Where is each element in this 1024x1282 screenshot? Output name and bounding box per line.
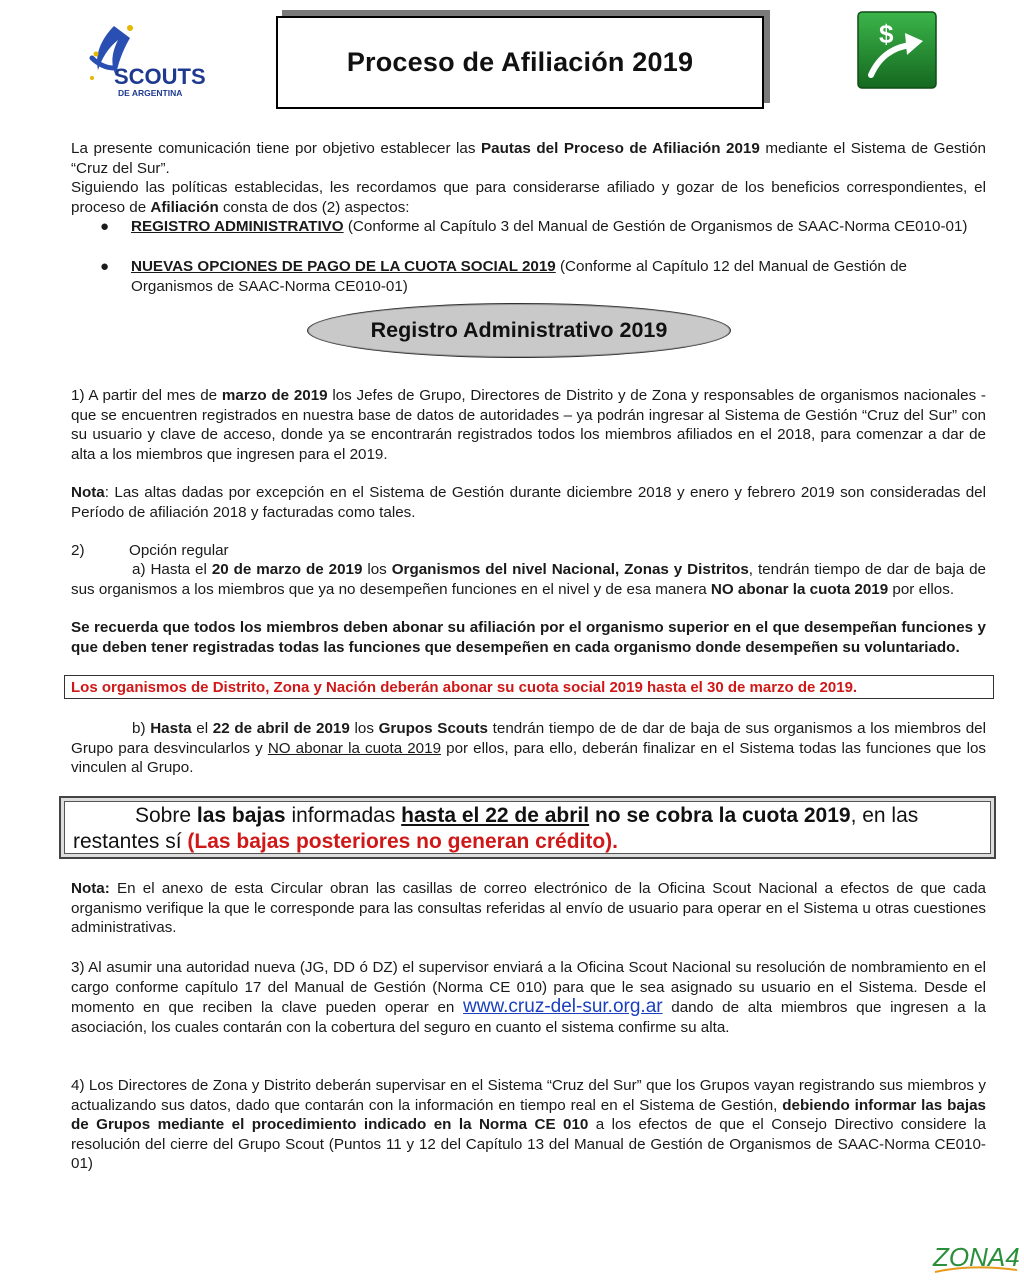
document-title-box <box>276 16 764 109</box>
scouts-argentina-logo <box>84 18 206 100</box>
point-3-paragraph: 3) Al asumir una autoridad nueva (JG, DD ó DZ) el supervisor enviará a la Oficina Scout Nacional su resolución de nombramiento en el cargo conforme capítulo 17 del Manual de Gestión (Norma CE 010) para que le sea asignado su usuario en el Sistema. Desde el momento en que reciben la clave pueden operar en www.cruz-del-sur.org.ar dando de alta miembros que ingresen a la asociación, los cuales contarán con la cobertura del seguro en cuanto el sistema confirme su alta. <box>71 959 986 1036</box>
point-4-paragraph: 4) Los Directores de Zona y Distrito deberán supervisar en el Sistema “Cruz del Sur” que los Grupos vayan registrando sus miembros y actualizando sus datos, dado que contarán con la información en tiempo real en el Sistema de Gestión, debiendo informar las bajas de Grupos mediante el procedimiento indicado en la Norma CE 010 a los efectos de que el Consejo Directivo considere la resolución del cierre del Grupo Scout (Puntos 11 y 12 del Capítulo 13 del Manual de Gestión de Organismos de SAAC-Norma CE010-01) <box>71 1077 986 1172</box>
money-growth-icon <box>857 11 937 89</box>
bullet-label: NUEVAS OPCIONES DE PAGO DE LA CUOTA SOCIAL 2019 <box>131 258 556 275</box>
highlight-box: Sobre las bajas informadas hasta el 22 de abril no se cobra la cuota 2019, en las restantes sí (Las bajas posteriores no generan crédito). <box>59 796 996 859</box>
list-item: ● NUEVAS OPCIONES DE PAGO DE LA CUOTA SOCIAL 2019 (Conforme al Capítulo 12 del Manual de Gestión de Organismos de SAAC-Norma CE010-01) <box>100 258 907 295</box>
section-title-ellipse <box>307 303 731 358</box>
point-2-heading: 2) Opción regular <box>71 542 229 559</box>
section-title: Registro Administrativo 2019 <box>370 317 668 342</box>
intro-paragraph-1: La presente comunicación tiene por objetivo establecer las Pautas del Proceso de Afiliación 2019 mediante el Sistema de Gestión “Cruz del Sur”. <box>71 140 986 177</box>
list-item: ● REGISTRO ADMINISTRATIVO (Conforme al Capítulo 3 del Manual de Gestión de Organismos de SAAC-Norma CE010-01) <box>100 218 968 235</box>
document-title: Proceso de Afiliación 2019 <box>346 46 694 77</box>
red-notice-box <box>64 675 994 699</box>
logo-subtext: DE ARGENTINA <box>118 88 183 98</box>
intro-paragraph-2: Siguiendo las políticas establecidas, les recordamos que para considerarse afiliado y gozar de los beneficios correspondientes, el proceso de Afiliación consta de dos (2) aspectos: <box>71 179 986 216</box>
point-2b-paragraph: b) Hasta el 22 de abril de 2019 los Grupos Scouts tendrán tiempo de de dar de baja de sus organismos a los miembros del Grupo para desvincularlos y NO abonar la cuota 2019 por ellos, para ello, deberán finalizar en el Sistema todas las funciones que los vinculen al Grupo. <box>71 720 986 776</box>
svg-text:ZONA4: ZONA4 <box>933 1242 1020 1272</box>
bullet-icon: ● <box>100 258 110 275</box>
point-1-paragraph: 1) A partir del mes de marzo de 2019 los Jefes de Grupo, Directores de Distrito y de Zona y responsables de organismos nacionales -que se encuentren registrados en nuestra base de datos de autoridades – ya podrán ingresar al Sistema de Gestión “Cruz del Sur” con su usuario y clave de acceso, donde ya se encontrarán registrados todos los miembros afiliados en el 2018, para comenzar a dar de alta a los miembros que ingresen para el 2019. <box>71 387 986 463</box>
red-notice: Los organismos de Distrito, Zona y Nación deberán abonar su cuota social 2019 hasta el 30 de marzo de 2019. <box>71 679 858 696</box>
zona4-watermark <box>931 1236 1021 1276</box>
cruz-del-sur-link[interactable]: www.cruz-del-sur.org.ar <box>463 996 663 1017</box>
note-1-paragraph: Nota: Las altas dadas por excepción en el Sistema de Gestión durante diciembre 2018 y enero y febrero 2019 son consideradas del Período de afiliación 2018 y facturadas como tales. <box>71 484 986 521</box>
point-2-reminder: Se recuerda que todos los miembros deben abonar su afiliación por el organismo superior en el que desempeñan funciones y que deben tener registradas todas las funciones que desempeñen en cada organismo donde desempeñen su voluntariado. <box>71 619 986 656</box>
bullet-label: REGISTRO ADMINISTRATIVO <box>131 218 344 235</box>
logo-text: SCOUTS <box>114 64 206 89</box>
note-2-paragraph: Nota: En el anexo de esta Circular obran las casillas de correo electrónico de la Oficina Scout Nacional a efectos de que cada organismo verifique la que le corresponde para las consultas referidas al envío de usuario para operar en el Sistema u otras cuestiones administrativas. <box>71 880 986 936</box>
bullet-icon: ● <box>100 218 110 235</box>
point-2a-paragraph: a) Hasta el 20 de marzo de 2019 los Organismos del nivel Nacional, Zonas y Distritos, tendrán tiempo de dar de baja de sus organismos a los miembros que ya no desempeñen funciones en el nivel y de esa manera NO abonar la cuota 2019 por ellos. <box>71 561 986 598</box>
dollar-sign: $ <box>879 19 894 49</box>
